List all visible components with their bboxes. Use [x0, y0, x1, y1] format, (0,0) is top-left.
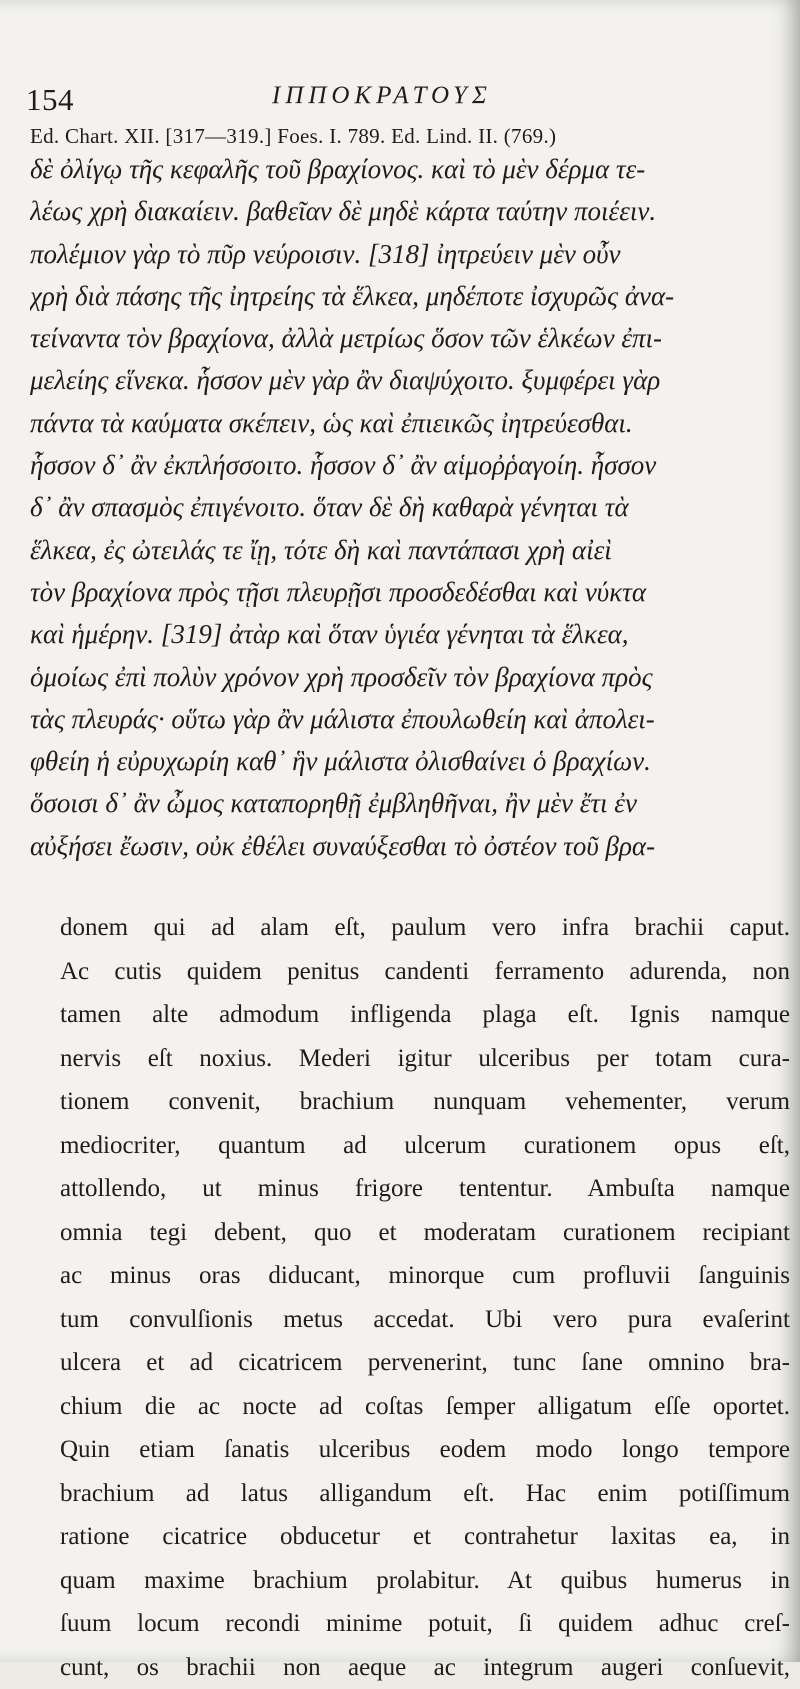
latin-line: omnia tegi debent, quo et moderatam curationem recipiant — [60, 1211, 790, 1255]
greek-line: τὸν βραχίονα πρὸς τῇσι πλευρῇσι προσδεδέσθαι καὶ νύκτα — [30, 571, 790, 613]
greek-line: ἧσσον δ᾽ ἂν ἐκπλήσσοιτο. ἧσσον δ᾽ ἂν αἱμοῤῥαγοίη. ἧσσον — [30, 444, 790, 486]
greek-text — [30, 148, 790, 867]
latin-line: donem qui ad alam eſt, paulum vero infra brachii caput. — [60, 906, 790, 950]
latin-line: ulcera et ad cicatricem pervenerint, tunc ſane omnino bra- — [60, 1341, 790, 1385]
latin-line: ratione cicatrice obducetur et contrahetur laxitas ea, in — [60, 1515, 790, 1559]
edition-reference: Ed. Chart. XII. [317—319.] Foes. I. 789. Ed. Lind. II. (769.) — [30, 124, 556, 149]
greek-line: ἕλκεα, ἐς ὠτειλάς τε ἴῃ, τότε δὴ καὶ παντάπασι χρὴ αἰεὶ — [30, 529, 790, 571]
greek-line: πάντα τὰ καύματα σκέπειν, ὡς καὶ ἐπιεικῶς ἰητρεύεσθαι. — [30, 402, 790, 444]
greek-line: δ᾽ ἂν σπασμὸς ἐπιγένοιτο. ὅταν δὲ δὴ καθαρὰ γένηται τὰ — [30, 486, 790, 528]
greek-line: τείναντα τὸν βραχίονα, ἀλλὰ μετρίως ὅσον τῶν ἑλκέων ἐπι- — [30, 317, 790, 359]
greek-line: τὰς πλευράς· οὕτω γὰρ ἂν μάλιστα ἐπουλωθείη καὶ ἀπολει- — [30, 698, 790, 740]
greek-line: φθείη ἡ εὐρυχωρίη καθ᾽ ἣν μάλιστα ὀλισθαίνει ὁ βραχίων. — [30, 740, 790, 782]
greek-line: ὅσοισι δ᾽ ἂν ὦμος καταπορηθῇ ἐμβληθῆναι, ἢν μὲν ἔτι ἐν — [30, 782, 790, 824]
greek-line: αὐξήσει ἔωσιν, οὐκ ἐθέλει συναύξεσθαι τὸ ὀστέον τοῦ βρα- — [30, 825, 790, 867]
latin-line: quam maxime brachium prolabitur. At quibus humerus in — [60, 1559, 790, 1603]
latin-line: mediocriter, quantum ad ulcerum curationem opus eſt, — [60, 1124, 790, 1168]
page-number: 154 — [26, 82, 74, 118]
latin-translation — [60, 906, 790, 1689]
latin-line: tamen alte admodum infligenda plaga eſt. Ignis namque — [60, 993, 790, 1037]
greek-line: πολέμιον γὰρ τὸ πῦρ νεύροισιν. [318] ἰητρεύειν μὲν οὖν — [30, 233, 790, 275]
latin-line: tum convulſionis metus accedat. Ubi vero pura evaſerint — [60, 1298, 790, 1342]
latin-line: chium die ac nocte ad coſtas ſemper alligatum eſſe oportet. — [60, 1385, 790, 1429]
latin-line: Ac cutis quidem penitus candenti ferramento adurenda, non — [60, 950, 790, 994]
greek-line: ὁμοίως ἐπὶ πολὺν χρόνον χρὴ προσδεῖν τὸν βραχίονα πρὸς — [30, 656, 790, 698]
latin-line: ſuum locum recondi minime potuit, ſi quidem adhuc creſ- — [60, 1602, 790, 1646]
latin-line: nervis eſt noxius. Mederi igitur ulceribus per totam cura- — [60, 1037, 790, 1081]
latin-line: ac minus oras diducant, minorque cum profluvii ſanguinis — [60, 1254, 790, 1298]
latin-line: tionem convenit, brachium nunquam vehementer, verum — [60, 1080, 790, 1124]
greek-line: λέως χρὴ διακαίειν. βαθεῖαν δὲ μηδὲ κάρτα ταύτην ποιέειν. — [30, 190, 790, 232]
greek-line: καὶ ἡμέρην. [319] ἀτὰρ καὶ ὅταν ὑγιέα γένηται τὰ ἕλκεα, — [30, 613, 790, 655]
latin-line: brachium ad latus alligandum eſt. Hac enim potiſſimum — [60, 1472, 790, 1516]
running-head: ΙΠΠΟΚΡΑΤΟΥΣ — [272, 82, 492, 110]
greek-line: μελείης εἵνεκα. ἧσσον μὲν γὰρ ἂν διαψύχοιτο. ξυμφέρει γὰρ — [30, 359, 790, 401]
latin-line: cunt, os brachii non aeque ac integrum augeri conſuevit, — [60, 1646, 790, 1689]
greek-line: δὲ ὀλίγῳ τῆς κεφαλῆς τοῦ βραχίονος. καὶ τὸ μὲν δέρμα τε- — [30, 148, 790, 190]
greek-line: χρὴ διὰ πάσης τῆς ἰητρείης τὰ ἕλκεα, μηδέποτε ἰσχυρῶς ἀνα- — [30, 275, 790, 317]
latin-line: attollendo, ut minus frigore tententur. Ambuſta namque — [60, 1167, 790, 1211]
latin-line: Quin etiam ſanatis ulceribus eodem modo longo tempore — [60, 1428, 790, 1472]
